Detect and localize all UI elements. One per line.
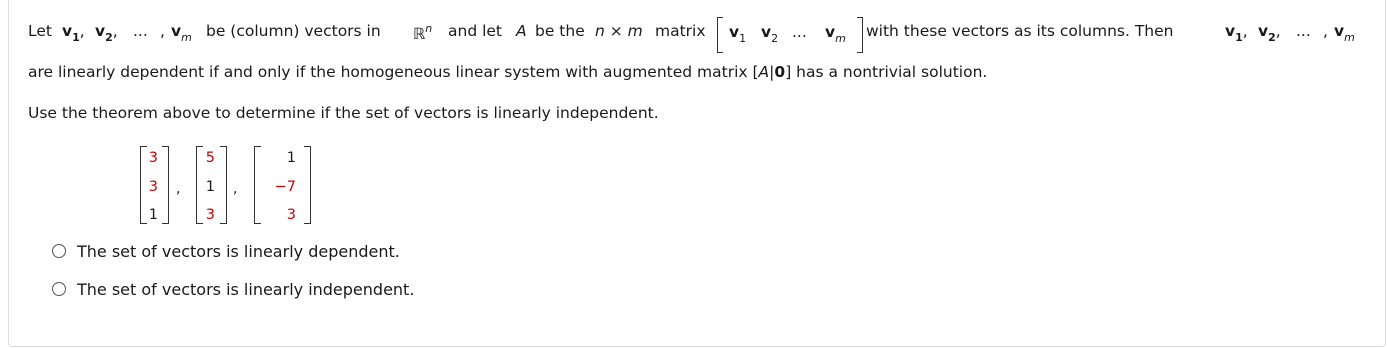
vector-v2: $v_2$, [1258,22,1281,44]
vector-1-entry-3: 1 [148,207,158,223]
matrix-col-v2: $v_2$ [761,23,779,45]
vector-v1: $v_1$, [1225,22,1248,44]
vector-1-right-bracket [162,146,169,224]
text-let: Let [28,22,52,40]
right-bracket [857,17,863,53]
ellipsis: ... [1296,22,1311,40]
dimension-n-times-m: n × m [595,22,643,40]
option-independent[interactable] [52,277,414,301]
vector-3-entry-1: 1 [286,150,296,166]
option-label: The set of vectors is linearly independent. [77,279,415,299]
real-space-symbol: ℝ$^n$ [413,22,433,43]
augment-bar: | [769,63,775,81]
vector-3-right-bracket [304,146,311,224]
radio-button[interactable] [52,282,66,296]
matrix-A: A [516,22,527,40]
vector-3-entry-3: 3 [286,207,296,223]
vector-3-entry-2: −7 [274,179,296,195]
option-dependent[interactable] [52,239,400,263]
vector-2-entry-2: 1 [205,179,215,195]
left-bracket [717,17,723,53]
text-line2-a: are linearly dependent if and only if the homogeneous linear system with augmented matrix [ [28,63,759,81]
matrix-col-v1: $v_1$ [729,23,747,45]
matrix-A: A [758,63,770,81]
vector-v1: $v_1$, [62,22,85,44]
comma: , [1323,22,1328,40]
vector-1-entry-2: 3 [148,179,158,195]
zero-vector: 0 [774,63,786,81]
vector-separator: , [176,181,181,197]
theorem-line-2 [28,63,987,81]
vector-2-entry-1: 5 [205,150,215,166]
vector-2-right-bracket [220,146,227,224]
text-be-the: be the [535,22,585,40]
vector-set [140,146,340,226]
vector-1-entry-1: 3 [148,150,158,166]
instruction-text: Use the theorem above to determine if the set of vectors is linearly independent. [28,104,659,122]
ellipsis: ... [133,22,148,40]
matrix-col-vm: $v_m$ [825,23,846,45]
vector-3-left-bracket [254,146,261,224]
vector-2-entry-3: 3 [205,207,215,223]
radio-button[interactable] [52,244,66,258]
vector-separator: , [233,181,238,197]
vector-vm: $v_m$ [1334,22,1355,44]
vector-vm: $v_m$ [171,22,192,44]
vector-v2: $v_2$, [95,22,118,44]
text-matrix: matrix [655,22,706,40]
inline-column-matrix [717,17,863,53]
text-be-column-vectors: be (column) vectors in [206,22,381,40]
text-line2-b: ] has a nontrivial solution. [785,63,988,81]
text-and-let: and let [448,22,503,40]
matrix-ellipsis: ... [792,23,807,41]
text-with-columns: with these vectors as its columns. Then [866,22,1174,40]
option-label: The set of vectors is linearly dependent. [77,241,400,261]
comma: , [160,22,165,40]
